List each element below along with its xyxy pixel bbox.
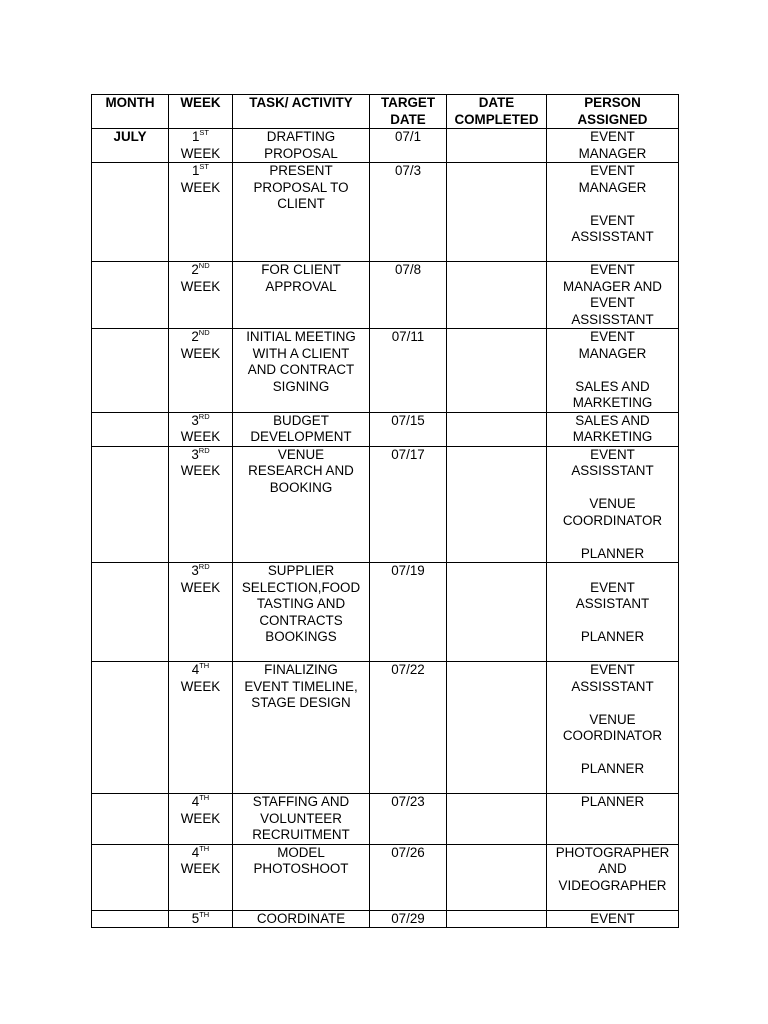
week-ordinal-suffix: RD <box>198 412 210 421</box>
person-assigned-cell: PLANNER <box>547 794 679 845</box>
week-cell <box>169 412 233 446</box>
table-row <box>92 412 679 446</box>
task-cell: INITIAL MEETING WITH A CLIENT AND CONTRACT SIGNING <box>233 329 370 413</box>
date-completed-cell <box>447 262 547 329</box>
week-number <box>171 262 230 279</box>
month-cell <box>92 910 169 928</box>
table-row <box>92 129 679 163</box>
table-row <box>92 910 679 928</box>
week-number <box>171 794 230 811</box>
task-cell: FOR CLIENT APPROVAL <box>233 262 370 329</box>
date-completed-cell <box>447 163 547 262</box>
week-number <box>171 447 230 464</box>
target-date-cell: 07/1 <box>370 129 447 163</box>
month-cell <box>92 163 169 262</box>
target-date-cell: 07/29 <box>370 910 447 928</box>
week-cell <box>169 163 233 262</box>
target-date-cell: 07/23 <box>370 794 447 845</box>
week-ordinal-suffix: ST <box>199 162 210 171</box>
event-plan-table <box>91 94 679 928</box>
person-assigned-cell: EVENT <box>547 910 679 928</box>
header-week: WEEK <box>169 95 233 129</box>
task-cell: MODEL PHOTOSHOOT <box>233 844 370 910</box>
table-row <box>92 163 679 262</box>
person-assigned-cell: PHOTOGRAPHER AND VIDEOGRAPHER <box>547 844 679 910</box>
week-cell <box>169 794 233 845</box>
target-date-cell: 07/22 <box>370 662 447 794</box>
week-number-value: 5 <box>191 910 200 926</box>
week-word: WEEK <box>180 678 221 694</box>
header-month: MONTH <box>92 95 169 129</box>
table-row <box>92 446 679 563</box>
table-row <box>92 563 679 662</box>
week-number-value: 3 <box>191 563 199 578</box>
week-ordinal-suffix: TH <box>199 844 210 853</box>
week-word: WEEK <box>180 463 221 478</box>
header-date-completed: DATE COMPLETED <box>447 95 547 129</box>
week-ordinal-suffix: TH <box>199 661 210 670</box>
week-number <box>171 163 230 180</box>
date-completed-cell <box>447 794 547 845</box>
target-date-cell: 07/19 <box>370 563 447 662</box>
week-number-value: 4 <box>191 794 200 809</box>
task-cell: DRAFTING PROPOSAL <box>233 129 370 163</box>
week-cell <box>169 563 233 662</box>
date-completed-cell <box>447 662 547 794</box>
person-assigned-cell: EVENT ASSISSTANT VENUE COORDINATOR PLANNER <box>547 446 679 563</box>
task-cell: STAFFING AND VOLUNTEER RECRUITMENT <box>233 794 370 845</box>
person-assigned-cell: EVENT ASSISTANT PLANNER <box>547 563 679 662</box>
task-cell: VENUE RESEARCH AND BOOKING <box>233 446 370 563</box>
week-number-value: 2 <box>191 329 199 344</box>
week-number-value: 4 <box>191 844 200 860</box>
week-word: WEEK <box>180 429 221 444</box>
week-word: WEEK <box>180 861 221 876</box>
week-number <box>171 129 230 146</box>
week-number <box>171 845 230 862</box>
week-number-value: 1 <box>191 163 200 178</box>
target-date-cell: 07/17 <box>370 446 447 563</box>
month-cell <box>92 412 169 446</box>
header-person-assigned: PERSON ASSIGNED <box>547 95 679 129</box>
table-row <box>92 329 679 413</box>
date-completed-cell <box>447 329 547 413</box>
week-cell <box>169 662 233 794</box>
date-completed-cell <box>447 563 547 662</box>
week-cell <box>169 446 233 563</box>
date-completed-cell <box>447 129 547 163</box>
week-ordinal-suffix: RD <box>198 562 210 571</box>
task-cell: COORDINATE <box>233 910 370 928</box>
table-row <box>92 662 679 794</box>
target-date-cell: 07/26 <box>370 844 447 910</box>
target-date-cell: 07/11 <box>370 329 447 413</box>
week-number <box>171 662 230 679</box>
week-word: WEEK <box>180 179 221 195</box>
person-assigned-cell: EVENT ASSISSTANT VENUE COORDINATOR PLANNER <box>547 662 679 794</box>
task-cell: PRESENT PROPOSAL TO CLIENT <box>233 163 370 262</box>
table-row <box>92 844 679 910</box>
person-assigned-cell: EVENT MANAGER EVENT ASSISSTANT <box>547 163 679 262</box>
week-number-value: 3 <box>191 446 199 462</box>
month-cell: JULY <box>92 129 169 163</box>
person-assigned-cell: EVENT MANAGER <box>547 129 679 163</box>
week-ordinal-suffix: TH <box>199 793 210 802</box>
month-cell <box>92 662 169 794</box>
week-number <box>171 329 230 346</box>
week-word: WEEK <box>180 345 221 361</box>
person-assigned-cell: EVENT MANAGER AND EVENT ASSISSTANT <box>547 262 679 329</box>
date-completed-cell <box>447 844 547 910</box>
week-word: WEEK <box>180 579 221 595</box>
person-assigned-cell: SALES AND MARKETING <box>547 412 679 446</box>
target-date-cell: 07/15 <box>370 412 447 446</box>
task-cell: FINALIZING EVENT TIMELINE, STAGE DESIGN <box>233 662 370 794</box>
table-row <box>92 262 679 329</box>
week-cell <box>169 129 233 163</box>
person-assigned-cell: EVENT MANAGER SALES AND MARKETING <box>547 329 679 413</box>
week-number <box>171 911 230 928</box>
week-ordinal-suffix: ND <box>198 261 210 270</box>
week-word: WEEK <box>180 810 221 826</box>
month-cell <box>92 794 169 845</box>
month-cell <box>92 329 169 413</box>
week-number <box>171 413 230 430</box>
month-cell <box>92 446 169 563</box>
task-cell: SUPPLIER SELECTION,FOOD TASTING AND CONTRACTS BOOKINGS <box>233 563 370 662</box>
header-task: TASK/ ACTIVITY <box>233 95 370 129</box>
week-ordinal-suffix: TH <box>199 910 210 919</box>
week-number-value: 1 <box>191 129 200 144</box>
week-cell <box>169 910 233 928</box>
week-cell <box>169 329 233 413</box>
task-cell: BUDGET DEVELOPMENT <box>233 412 370 446</box>
header-target-date: TARGET DATE <box>370 95 447 129</box>
week-cell <box>169 262 233 329</box>
week-word: WEEK <box>180 278 221 294</box>
month-cell <box>92 844 169 910</box>
week-number <box>171 563 230 580</box>
date-completed-cell <box>447 910 547 928</box>
table-header-row <box>92 95 679 129</box>
week-cell <box>169 844 233 910</box>
target-date-cell: 07/8 <box>370 262 447 329</box>
week-ordinal-suffix: ND <box>198 328 210 337</box>
month-cell <box>92 262 169 329</box>
week-word: WEEK <box>180 145 221 161</box>
week-number-value: 2 <box>191 262 199 277</box>
week-ordinal-suffix: ST <box>199 128 210 137</box>
month-cell <box>92 563 169 662</box>
table-row <box>92 794 679 845</box>
week-ordinal-suffix: RD <box>198 446 210 455</box>
week-number-value: 4 <box>191 662 200 677</box>
target-date-cell: 07/3 <box>370 163 447 262</box>
date-completed-cell <box>447 446 547 563</box>
date-completed-cell <box>447 412 547 446</box>
week-number-value: 3 <box>191 412 199 428</box>
